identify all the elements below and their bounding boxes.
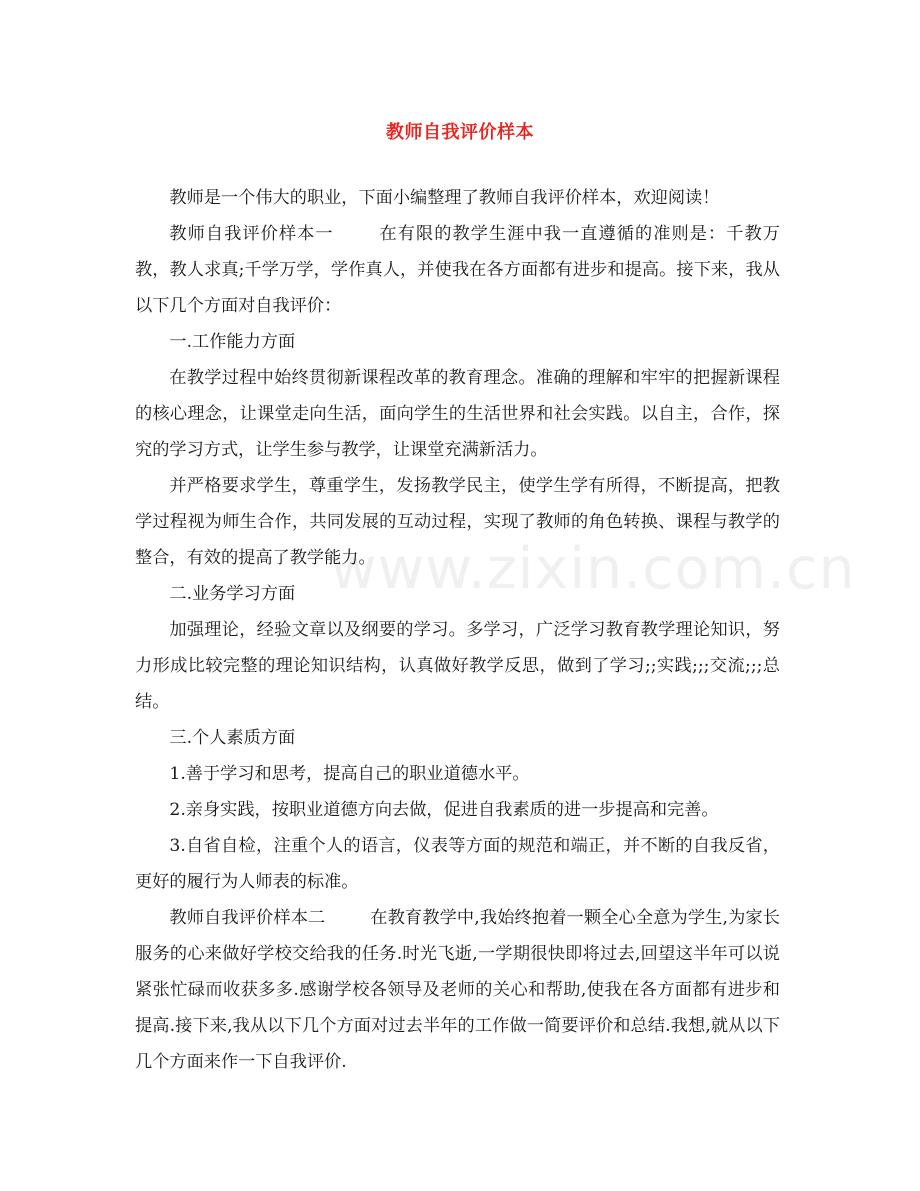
section2-paragraph-1: 加强理论，经验文章以及纲要的学习。多学习，广泛学习教育教学理论知识，努力形成比较完整的理论知识结构，认真做好教学反思，做到了学习;;实践;;;交流;;;总结。 [135, 620, 780, 712]
section1-heading: 一.工作能力方面 [169, 332, 296, 352]
sample2-paragraph [135, 900, 780, 1080]
watermark: www.zixin.com.cn [330, 536, 856, 602]
section1-paragraph-2: 并严格要求学生，尊重学生，发扬教学民主，使学生学有所得，不断提高，把教学过程视为师生合作，共同发展的互动过程，实现了教师的角色转换、课程与教学的整合，有效的提高了教学能力。 [135, 476, 780, 568]
document-body [135, 180, 780, 1080]
section1-paragraph-1: 在教学过程中始终贯彻新课程改革的教育理念。准确的理解和牢牢的把握新课程的核心理念，让课堂走向生活，面向学生的生活世界和社会实践。以自主，合作，探究的学习方式，让学生参与教学，让课堂充满新活力。 [135, 368, 780, 460]
sample1-paragraph [135, 216, 780, 324]
section3-item-3: 3.自省自检，注重个人的语言，仪表等方面的规范和端正，并不断的自我反省，更好的履行为人师表的标准。 [135, 836, 780, 892]
intro-paragraph: 教师是一个伟大的职业，下面小编整理了教师自我评价样本，欢迎阅读！ [169, 188, 720, 208]
sample2-text: 在教育教学中,我始终抱着一颗全心全意为学生,为家长服务的心来做好学校交给我的任务.时光飞逝,一学期很快即将过去,回望这半年可以说紧张忙碌而收获多多.感谢学校各领导及老师的关心和帮助,使我在各方面都有进步和提高.接下来,我从以下几个方面对过去半年的工作做一简要评价和总结.我想,就从以下几个方面来作一下自我评价. [135, 908, 780, 1072]
sample1-text: 在有限的教学生涯中我一直遵循的准则是：千教万教，教人求真;千学万学，学作真人，并使我在各方面都有进步和提高。接下来，我从以下几个方面对自我评价： [135, 224, 780, 316]
section3-item-1: 1.善于学习和思考，提高自己的职业道德水平。 [169, 764, 530, 784]
section3-item-2: 2.亲身实践，按职业道德方向去做，促进自我素质的进一步提高和完善。 [169, 800, 719, 820]
section3-heading: 三.个人素质方面 [169, 728, 296, 748]
sample2-heading: 教师自我评价样本二 [169, 908, 326, 928]
section2-heading: 二.业务学习方面 [169, 584, 296, 604]
sample1-heading: 教师自我评价样本一 [169, 224, 334, 244]
document-title: 教师自我评价样本 [386, 122, 534, 143]
